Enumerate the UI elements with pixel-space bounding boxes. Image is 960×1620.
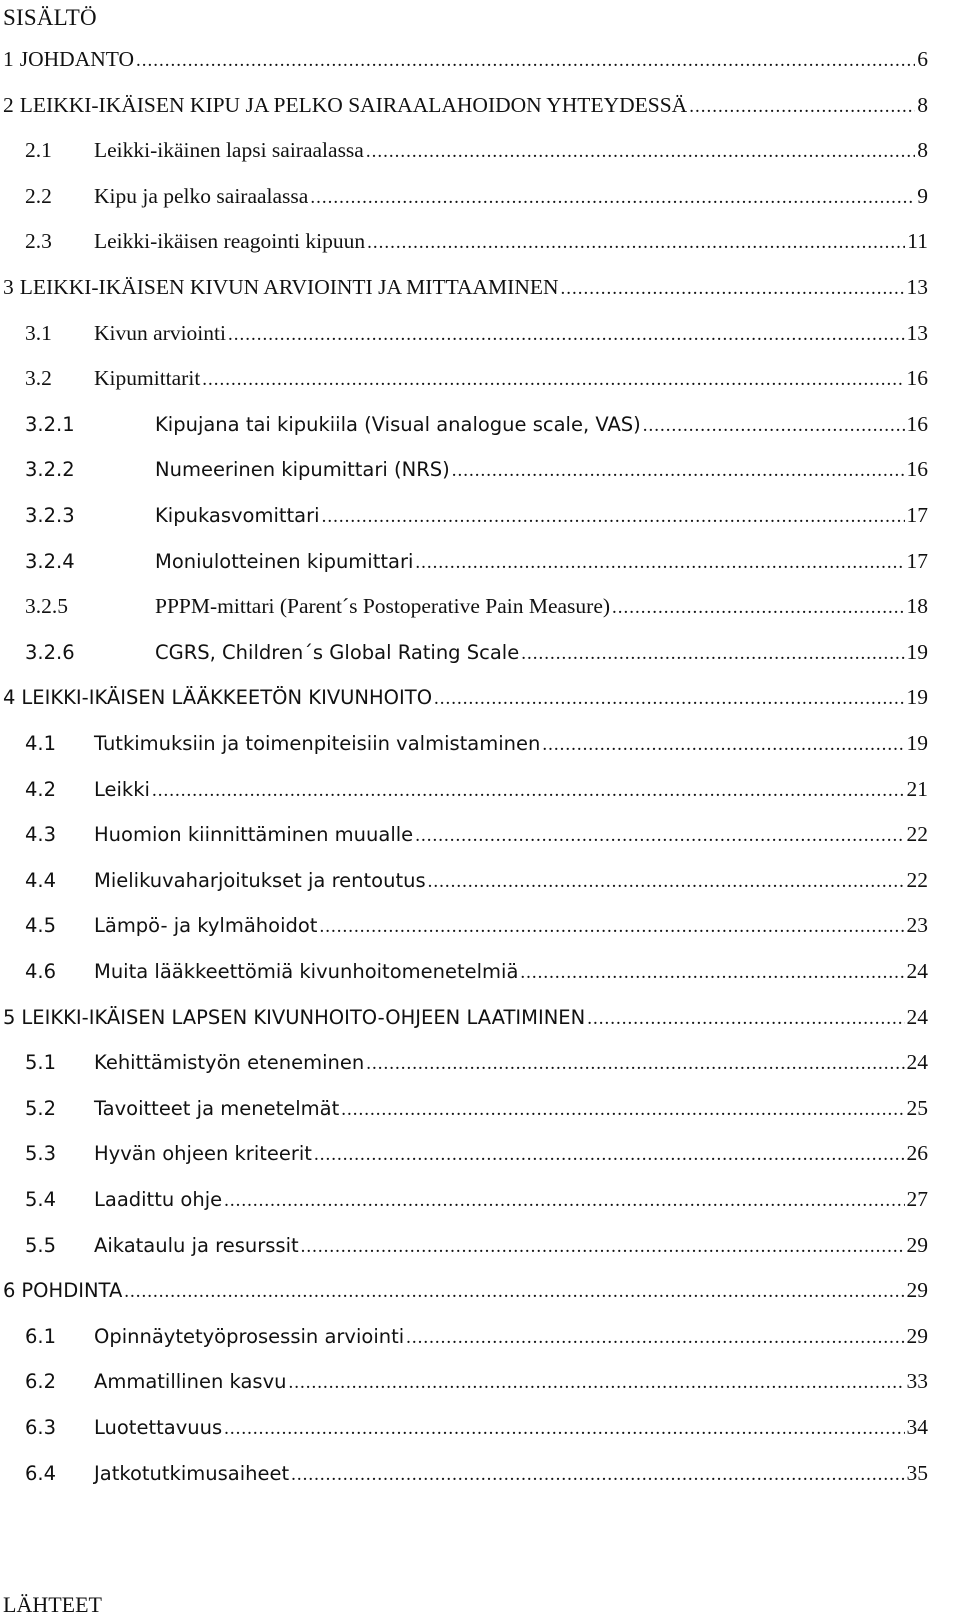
toc-entry-title: Kipu ja pelko sairaalassa: [94, 183, 309, 208]
toc-entry-page-number: 13: [906, 320, 928, 345]
toc-entry-page-number: 17: [906, 548, 928, 573]
dot-leader: [319, 912, 904, 942]
toc-entry: [25, 226, 928, 256]
toc-entry: [25, 135, 928, 165]
toc-entry-page-number: 29: [906, 1232, 928, 1257]
toc-entry-title: Hyvän ohjeen kriteerit: [94, 1142, 312, 1166]
dot-leader: [643, 411, 905, 441]
dot-leader: [521, 639, 904, 669]
toc-entry-page-number: 33: [906, 1369, 928, 1394]
dot-leader: [228, 320, 905, 350]
toc-entry-number: 3: [3, 275, 14, 299]
toc-entry-page-number: 17: [906, 503, 928, 527]
toc-entry-page-number: 6: [917, 47, 928, 71]
dot-leader: [406, 1323, 904, 1353]
toc-entry-page-number: 29: [906, 1278, 928, 1303]
toc-entry-number: 4.3: [25, 823, 57, 847]
toc-entry-number: 6.1: [25, 1324, 57, 1348]
toc-entry-number: 5.4: [25, 1188, 57, 1211]
toc-entry-title: LEIKKI-IKÄISEN KIVUN ARVIOINTI JA MITTAAMINEN: [19, 275, 559, 299]
dot-leader: [434, 684, 904, 714]
toc-entry-number: 4: [3, 686, 16, 710]
toc-entry-title: Leikki-ikäisen reagointi kipuun: [94, 229, 366, 254]
toc-entry: [25, 865, 928, 895]
toc-entry-number: 4.2: [25, 777, 57, 801]
toc-entry-number: 5.3: [25, 1142, 57, 1166]
toc-entry-number: 2.3: [25, 229, 52, 254]
toc-entry-number: 1: [3, 47, 14, 71]
toc-entry-number: 3.1: [25, 320, 52, 345]
toc-entry-title: Mielikuvaharjoitukset ja rentoutus: [94, 868, 426, 892]
toc-entry-title: Tutkimuksiin ja toimenpiteisiin valmistaminen: [94, 732, 541, 755]
dot-leader: [612, 593, 904, 623]
toc-entry-page-number: 19: [906, 685, 928, 710]
toc-entry: [25, 546, 928, 576]
toc-entry: [25, 363, 928, 393]
toc-entry-page-number: 25: [906, 1095, 928, 1120]
toc-entry: [25, 637, 928, 667]
references-heading: LÄHTEET: [3, 1592, 102, 1617]
toc-title: SISÄLTÖ: [3, 5, 97, 30]
toc-entry: [25, 1321, 928, 1351]
toc-entry: [25, 454, 928, 484]
toc-entry-number: 3.2.1: [25, 412, 75, 436]
toc-entry-title: PPPM-mittari (Parent´s Postoperative Pain Measure): [155, 594, 611, 619]
toc-entry-page-number: 24: [906, 1004, 928, 1029]
toc-entry: [25, 774, 928, 804]
dot-leader: [415, 821, 904, 851]
toc-entry-page-number: 8: [917, 138, 928, 163]
toc-entry-page-number: 13: [906, 275, 928, 299]
toc-entry-number: 4.6: [25, 960, 57, 983]
toc-entry: [25, 910, 928, 940]
toc-entry: [25, 1458, 928, 1488]
toc-entry: [25, 1047, 928, 1077]
toc-entry: [25, 1184, 928, 1214]
toc-entry-page-number: 29: [906, 1323, 928, 1348]
toc-entry-title: LEIKKI-IKÄISEN LÄÄKKEETÖN KIVUNHOITO: [21, 686, 433, 710]
toc-entry-title: CGRS, Children´s Global Rating Scale: [155, 640, 520, 664]
toc-entry-title: Tavoitteet ja menetelmät: [94, 1096, 340, 1120]
toc-entry-title: Leikki: [94, 777, 150, 801]
toc-entry-title: JOHDANTO: [19, 47, 135, 71]
toc-entry: [3, 1275, 928, 1305]
dot-leader: [136, 46, 915, 76]
toc-entry-number: 4.4: [25, 868, 57, 892]
toc-entry-title: Ammatillinen kasvu: [94, 1370, 287, 1394]
dot-leader: [452, 456, 905, 486]
dot-leader: [224, 1414, 904, 1444]
dot-leader: [428, 867, 905, 897]
toc-entry-page-number: 34: [906, 1415, 928, 1439]
toc-entry-number: 5.5: [25, 1233, 57, 1257]
dot-leader: [291, 1460, 904, 1490]
toc-entry-number: 5: [3, 1005, 16, 1029]
dot-leader: [366, 1049, 904, 1079]
toc-entry-page-number: 16: [906, 457, 928, 482]
dot-leader: [341, 1095, 904, 1125]
toc-entry-number: 4.1: [25, 732, 57, 755]
toc-entry-page-number: 16: [906, 366, 928, 391]
toc-entry-number: 2.2: [25, 183, 52, 208]
dot-leader: [322, 502, 905, 532]
toc-entry-page-number: 35: [906, 1460, 928, 1485]
toc-entry-page-number: 18: [906, 594, 928, 619]
toc-entry: [25, 181, 928, 211]
toc-entry-title: Huomion kiinnittäminen muualle: [94, 823, 414, 847]
toc-entry-number: 3.2.5: [25, 594, 68, 619]
toc-entry-page-number: 24: [906, 1050, 928, 1075]
toc-entry-page-number: 11: [907, 229, 928, 254]
toc-entry: [3, 1002, 928, 1032]
dot-leader: [288, 1368, 904, 1398]
dot-leader: [224, 1186, 904, 1216]
toc-entry-number: 5.1: [25, 1051, 57, 1075]
toc-entry-number: 2.1: [25, 138, 52, 163]
toc-entry-number: 3.2.6: [25, 640, 75, 664]
dot-leader: [415, 548, 904, 578]
toc-entry-title: Kipukasvomittari: [155, 504, 320, 527]
toc-entry: [3, 682, 928, 712]
toc-entry-title: Jatkotutkimusaiheet: [94, 1461, 290, 1485]
toc-entry-number: 4.5: [25, 914, 57, 938]
toc-entry-page-number: 23: [906, 913, 928, 938]
toc-entry: [25, 1230, 928, 1260]
toc-entry: [3, 90, 928, 120]
toc-entry-title: Leikki-ikäinen lapsi sairaalassa: [94, 138, 364, 163]
dot-leader: [520, 958, 904, 988]
toc-entry: [25, 409, 928, 439]
toc-entry: [25, 1412, 928, 1442]
toc-entry-page-number: 22: [906, 822, 928, 847]
toc-entry-number: 6: [3, 1279, 16, 1303]
toc-entry-page-number: 19: [906, 639, 928, 664]
toc-entry-title: POHDINTA: [21, 1279, 123, 1303]
dot-leader: [310, 183, 915, 213]
toc-entry-title: LEIKKI-IKÄISEN LAPSEN KIVUNHOITO-OHJEEN LAATIMINEN: [21, 1005, 586, 1029]
toc-entry-page-number: 22: [906, 867, 928, 892]
toc-entry: [25, 318, 928, 348]
toc-entry-title: Kipujana tai kipukiila (Visual analogue scale, VAS): [155, 412, 641, 436]
toc-entry-title: LEIKKI-IKÄISEN KIPU JA PELKO SAIRAALAHOIDON YHTEYDESSÄ: [19, 92, 688, 117]
toc-entry: [25, 728, 928, 758]
toc-entry-title: Numeerinen kipumittari (NRS): [155, 458, 450, 482]
toc-entry-number: 6.3: [25, 1416, 57, 1439]
toc-entry-number: 3.2: [25, 366, 52, 391]
toc-entry: [25, 956, 928, 986]
toc-entry-title: Aikataulu ja resurssit: [94, 1233, 299, 1257]
dot-leader: [314, 1140, 905, 1170]
toc-entry-page-number: 9: [917, 183, 928, 208]
toc-entry-number: 3.2.4: [25, 549, 75, 573]
toc-entry-title: Muita lääkkeettömiä kivunhoitomenetelmiä: [94, 960, 519, 983]
toc-entry-title: Lämpö- ja kylmähoidot: [94, 914, 318, 938]
toc-entry: [25, 1366, 928, 1396]
toc-entry-title: Kipumittarit: [94, 366, 201, 391]
dot-leader: [366, 137, 915, 167]
toc-entry: [25, 819, 928, 849]
dot-leader: [124, 1277, 904, 1307]
toc-entry-number: 3.2.3: [25, 504, 75, 527]
toc-entry-title: Luotettavuus: [94, 1416, 223, 1439]
toc-entry: [3, 44, 928, 74]
dot-leader: [367, 228, 905, 258]
toc-entry: [25, 591, 928, 621]
toc-entry-number: 6.4: [25, 1461, 57, 1485]
toc-entry-page-number: 24: [906, 959, 928, 983]
toc-entry: [25, 1138, 928, 1168]
dot-leader: [301, 1232, 905, 1262]
toc-entry: [3, 272, 928, 302]
toc-entry-number: 3.2.2: [25, 458, 75, 482]
dot-leader: [542, 730, 904, 760]
toc-entry-page-number: 27: [906, 1187, 928, 1211]
toc-entry-title: Moniulotteinen kipumittari: [155, 549, 414, 573]
dot-leader: [689, 92, 915, 122]
dot-leader: [587, 1004, 904, 1034]
toc-entry-number: 6.2: [25, 1370, 57, 1394]
toc-entry-title: Kivun arviointi: [94, 320, 226, 345]
toc-entry-page-number: 16: [906, 411, 928, 436]
dot-leader: [561, 274, 905, 304]
toc-entry-page-number: 21: [906, 776, 928, 801]
toc-entry-title: Laadittu ohje: [94, 1188, 223, 1211]
toc-entry-title: Kehittämistyön eteneminen: [94, 1051, 365, 1075]
toc-entry-number: 2: [3, 92, 14, 117]
toc-entry-number: 5.2: [25, 1096, 57, 1120]
dot-leader: [202, 365, 904, 395]
toc-entry-page-number: 19: [906, 731, 928, 755]
toc-entry-page-number: 8: [917, 92, 928, 117]
toc-entry-page-number: 26: [906, 1141, 928, 1166]
toc-entry-title: Opinnäytetyöprosessin arviointi: [94, 1324, 405, 1348]
toc-entry: [25, 500, 928, 530]
toc-entry: [25, 1093, 928, 1123]
dot-leader: [152, 776, 905, 806]
